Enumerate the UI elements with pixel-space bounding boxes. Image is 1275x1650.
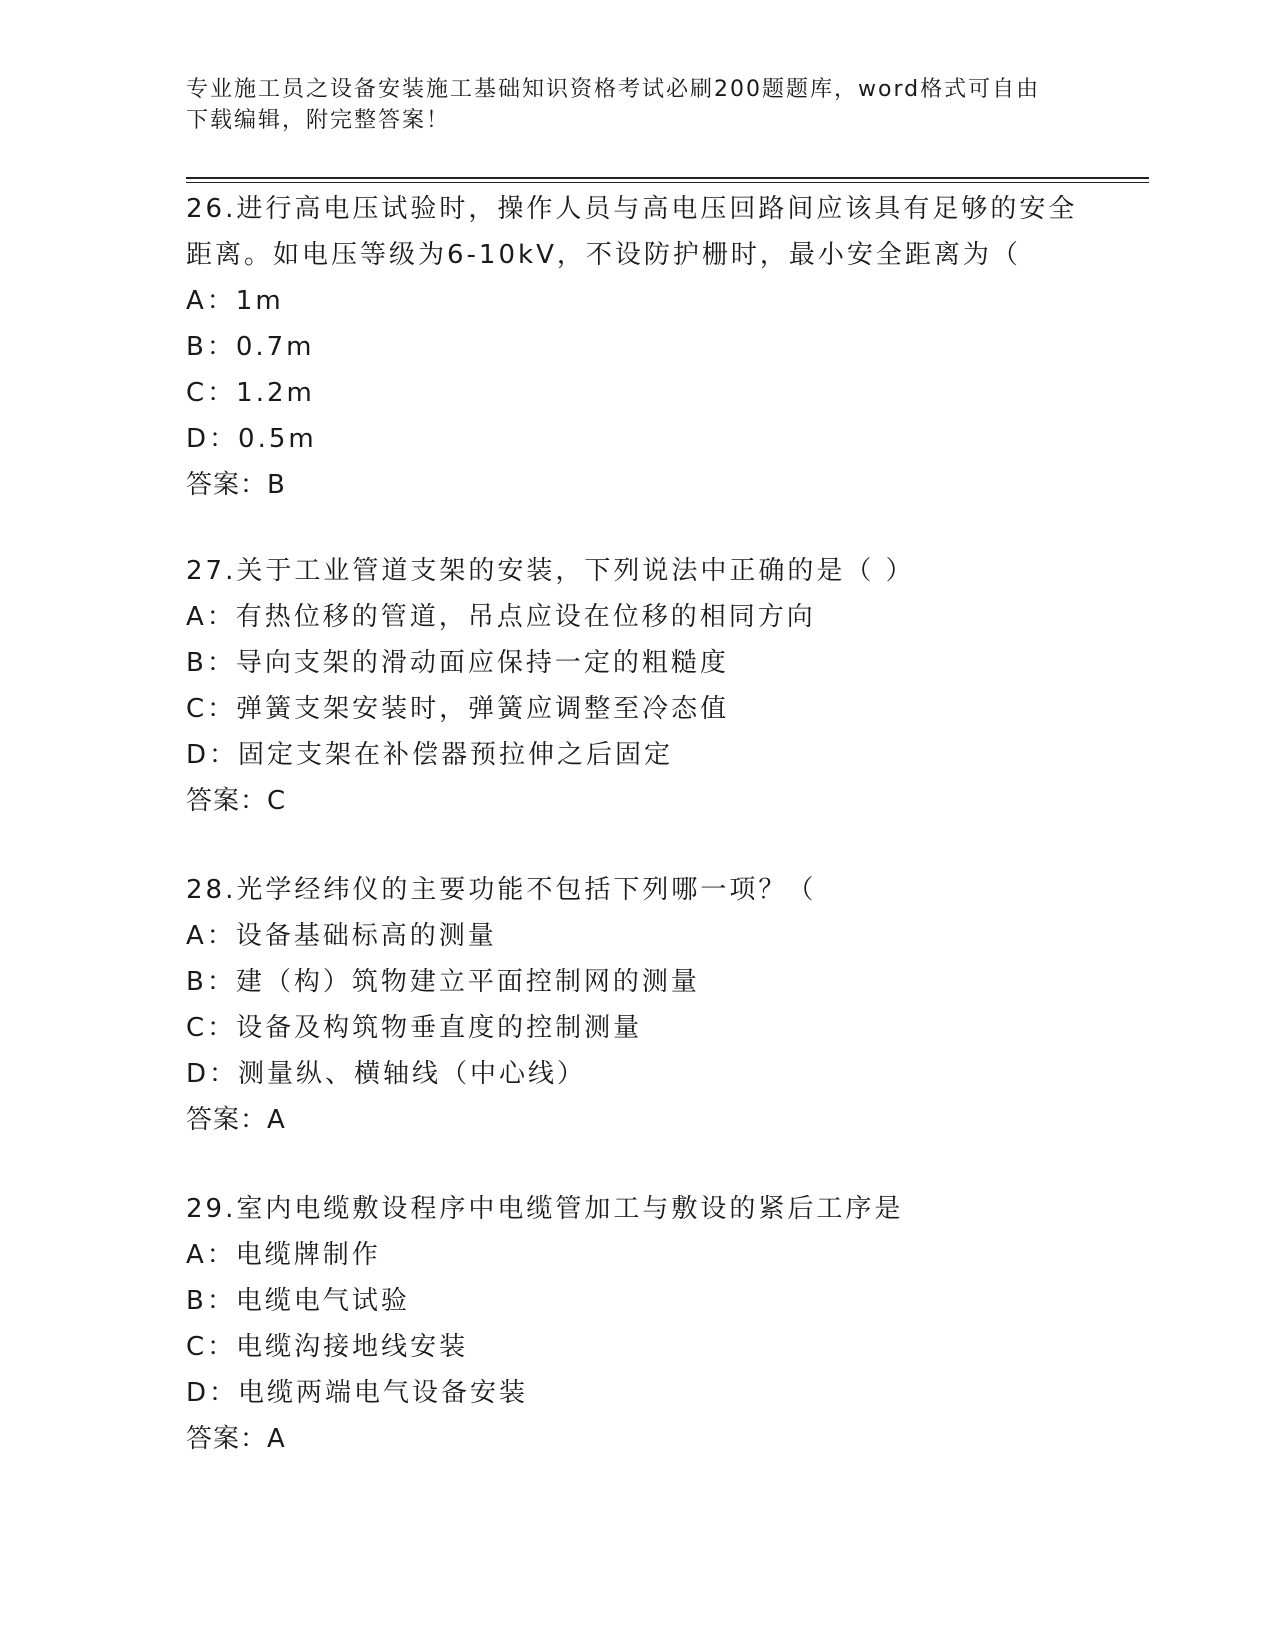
- option-a: A：有热位移的管道，吊点应设在位移的相同方向: [186, 602, 816, 632]
- question-29: [186, 1186, 1086, 1462]
- option-b: B：建（构）筑物建立平面控制网的测量: [186, 967, 700, 997]
- question-stem: 26.进行高电压试验时，操作人员与高电压回路间应该具有足够的安全: [186, 194, 1078, 224]
- header-rule-thick: [186, 177, 1149, 179]
- option-c: C：1.2m: [186, 378, 315, 408]
- option-c: C：设备及构筑物垂直度的控制测量: [186, 1013, 643, 1043]
- option-a: A：电缆牌制作: [186, 1240, 381, 1270]
- option-d: D：电缆两端电气设备安装: [186, 1378, 529, 1408]
- option-d: D：固定支架在补偿器预拉伸之后固定: [186, 740, 674, 770]
- option-b: B：电缆电气试验: [186, 1286, 410, 1316]
- question-stem: 距离。如电压等级为6-10kV，不设防护栅时，最小安全距离为（: [186, 240, 1021, 270]
- question-stem: 28.光学经纬仪的主要功能不包括下列哪一项？（: [186, 875, 817, 905]
- header-rule-thin: [186, 182, 1149, 183]
- option-d: D：测量纵、横轴线（中心线）: [186, 1059, 587, 1089]
- question-26: [186, 186, 1086, 508]
- option-c: C：电缆沟接地线安装: [186, 1332, 469, 1362]
- header-line-1: 专业施工员之设备安装施工基础知识资格考试必刷200题题库，word格式可自由: [186, 77, 1041, 102]
- option-b: B：导向支架的滑动面应保持一定的粗糙度: [186, 648, 729, 678]
- answer-label: 答案：C: [186, 786, 287, 816]
- question-stem: 29.室内电缆敷设程序中电缆管加工与敷设的紧后工序是: [186, 1194, 904, 1224]
- answer-label: 答案：A: [186, 1105, 286, 1135]
- answer-label: 答案：A: [186, 1424, 286, 1454]
- document-header: [186, 74, 1086, 136]
- option-c: C：弹簧支架安装时，弹簧应调整至冷态值: [186, 694, 730, 724]
- option-d: D：0.5m: [186, 424, 317, 454]
- question-27: [186, 548, 1086, 824]
- question-28: [186, 867, 1086, 1143]
- answer-label: 答案：B: [186, 470, 286, 500]
- option-a: A：设备基础标高的测量: [186, 921, 497, 951]
- option-b: B：0.7m: [186, 332, 315, 362]
- option-a: A：1m: [186, 286, 284, 316]
- header-line-2: 下载编辑，附完整答案！: [186, 108, 451, 133]
- question-stem: 27.关于工业管道支架的安装，下列说法中正确的是（ ）: [186, 556, 915, 586]
